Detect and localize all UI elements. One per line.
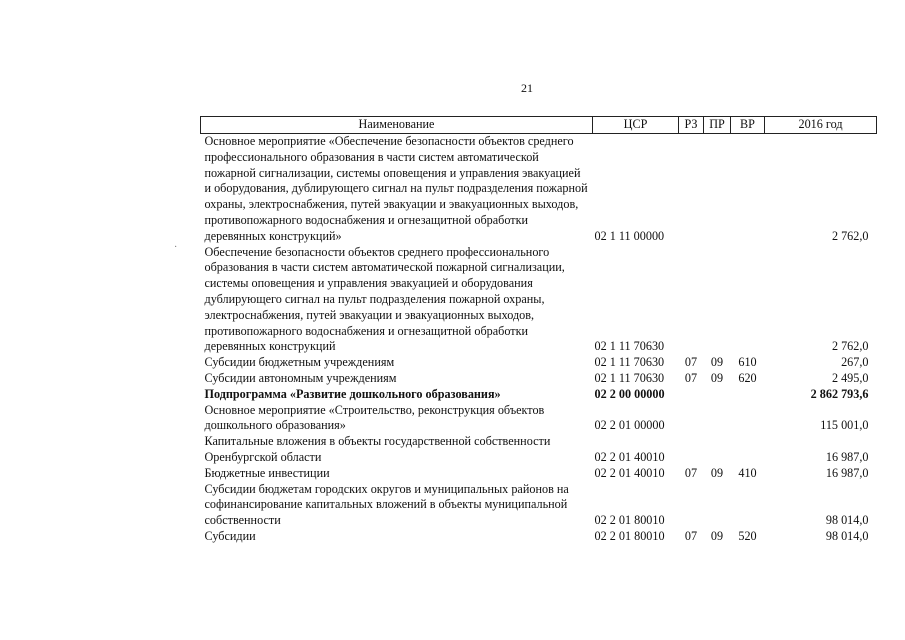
table-row bbox=[201, 403, 877, 435]
row-pr bbox=[704, 134, 731, 245]
budget-table bbox=[200, 116, 877, 545]
row-pr: 09 bbox=[710, 355, 724, 370]
row-name: Капитальные вложения в объекты государственной собственности Оренбургской области bbox=[204, 434, 551, 464]
table-row bbox=[201, 434, 877, 466]
row-vr bbox=[731, 482, 765, 529]
row-rz: 07 bbox=[684, 355, 698, 370]
row-rz bbox=[679, 403, 704, 435]
header-rz: РЗ bbox=[679, 117, 704, 134]
header-name: Наименование bbox=[201, 117, 593, 134]
row-amount: 16 987,0 bbox=[825, 449, 869, 464]
row-rz bbox=[679, 387, 704, 403]
row-vr: 410 bbox=[738, 465, 757, 480]
row-pr bbox=[704, 403, 731, 435]
row-vr: 620 bbox=[738, 370, 757, 385]
header-row bbox=[201, 117, 877, 134]
scan-mark: · bbox=[174, 242, 178, 253]
row-vr bbox=[731, 245, 765, 356]
row-name: Субсидии бюджетам городских округов и муниципальных районов на софинансирование капитальных вложений в объекты муниципальной собственности bbox=[204, 481, 569, 528]
row-pr: 09 bbox=[710, 465, 724, 480]
row-csr: 02 2 01 00000 bbox=[594, 418, 665, 433]
row-vr bbox=[731, 387, 765, 403]
row-rz: 07 bbox=[684, 465, 698, 480]
header-csr: ЦСР bbox=[593, 117, 679, 134]
row-rz: 07 bbox=[684, 528, 698, 543]
row-amount: 98 014,0 bbox=[825, 528, 869, 543]
page-number: 21 bbox=[521, 81, 533, 95]
row-csr: 02 2 01 80010 bbox=[594, 513, 665, 528]
row-amount: 2 862 793,6 bbox=[810, 386, 869, 401]
row-vr: 610 bbox=[738, 355, 757, 370]
row-vr: 520 bbox=[738, 528, 757, 543]
header-amount: 2016 год bbox=[765, 117, 877, 134]
row-csr: 02 1 11 70630 bbox=[594, 370, 665, 385]
row-name: Основное мероприятие «Обеспечение безопасности объектов среднего профессионального образования в части систем автоматической пожарной сигнализации, системы оповещения и управления эвакуацией и оборудования, дублирующего сигнал на пульт подразделения пожарной охраны, электроснабжения, путей эвакуации и эвакуационных выходов, противопожарного водоснабжения и огнезащитной обработки деревянных конструкций» bbox=[204, 134, 588, 243]
row-csr: 02 1 11 00000 bbox=[594, 228, 665, 243]
table-header bbox=[201, 117, 877, 134]
table-row bbox=[201, 355, 877, 371]
row-amount: 267,0 bbox=[841, 355, 869, 370]
table-row bbox=[201, 245, 877, 356]
row-name: Субсидии бюджетным учреждениям bbox=[204, 355, 395, 370]
row-name: Основное мероприятие «Строительство, реконструкция объектов дошкольного образования» bbox=[204, 402, 545, 433]
row-name: Субсидии bbox=[204, 528, 256, 543]
row-pr: 09 bbox=[710, 528, 724, 543]
table-row bbox=[201, 134, 877, 245]
row-rz bbox=[679, 434, 704, 466]
row-csr: 02 2 00 00000 bbox=[594, 386, 665, 401]
row-name: Субсидии автономным учреждениям bbox=[204, 370, 397, 385]
table-row bbox=[201, 466, 877, 482]
row-rz bbox=[679, 245, 704, 356]
row-csr: 02 2 01 80010 bbox=[594, 528, 665, 543]
row-pr bbox=[704, 387, 731, 403]
row-amount: 2 495,0 bbox=[831, 370, 869, 385]
row-csr: 02 1 11 70630 bbox=[594, 339, 665, 354]
row-amount: 16 987,0 bbox=[825, 465, 869, 480]
row-pr bbox=[704, 434, 731, 466]
table-row bbox=[201, 371, 877, 387]
row-rz: 07 bbox=[684, 370, 698, 385]
header-pr: ПР bbox=[704, 117, 731, 134]
row-csr: 02 2 01 40010 bbox=[594, 449, 665, 464]
table-body bbox=[201, 134, 877, 545]
row-vr bbox=[731, 403, 765, 435]
row-name: Обеспечение безопасности объектов среднего профессионального образования в части систем автоматической пожарной сигнализации, системы оповещения и управления эвакуацией и оборудования дублирующего сигнал на пульт подразделения пожарной охраны, электроснабжения, путей эвакуации и эвакуационных выходов, противопожарного водоснабжения и огнезащитной обработки деревянных конструкций bbox=[204, 244, 565, 354]
header-vr: ВР bbox=[731, 117, 765, 134]
row-csr: 02 2 01 40010 bbox=[594, 465, 665, 480]
row-vr bbox=[731, 434, 765, 466]
row-pr: 09 bbox=[710, 370, 724, 385]
row-name: Подпрограмма «Развитие дошкольного образования» bbox=[204, 386, 501, 401]
row-pr bbox=[704, 245, 731, 356]
table-row-subprogram bbox=[201, 387, 877, 403]
row-amount: 2 762,0 bbox=[831, 228, 869, 243]
row-amount: 2 762,0 bbox=[831, 339, 869, 354]
table-row bbox=[201, 529, 877, 545]
row-amount: 115 001,0 bbox=[820, 418, 869, 433]
row-rz bbox=[679, 134, 704, 245]
row-csr: 02 1 11 70630 bbox=[594, 355, 665, 370]
row-rz bbox=[679, 482, 704, 529]
row-name: Бюджетные инвестиции bbox=[204, 465, 330, 480]
table-row bbox=[201, 482, 877, 529]
row-vr bbox=[731, 134, 765, 245]
row-pr bbox=[704, 482, 731, 529]
row-amount: 98 014,0 bbox=[825, 513, 869, 528]
